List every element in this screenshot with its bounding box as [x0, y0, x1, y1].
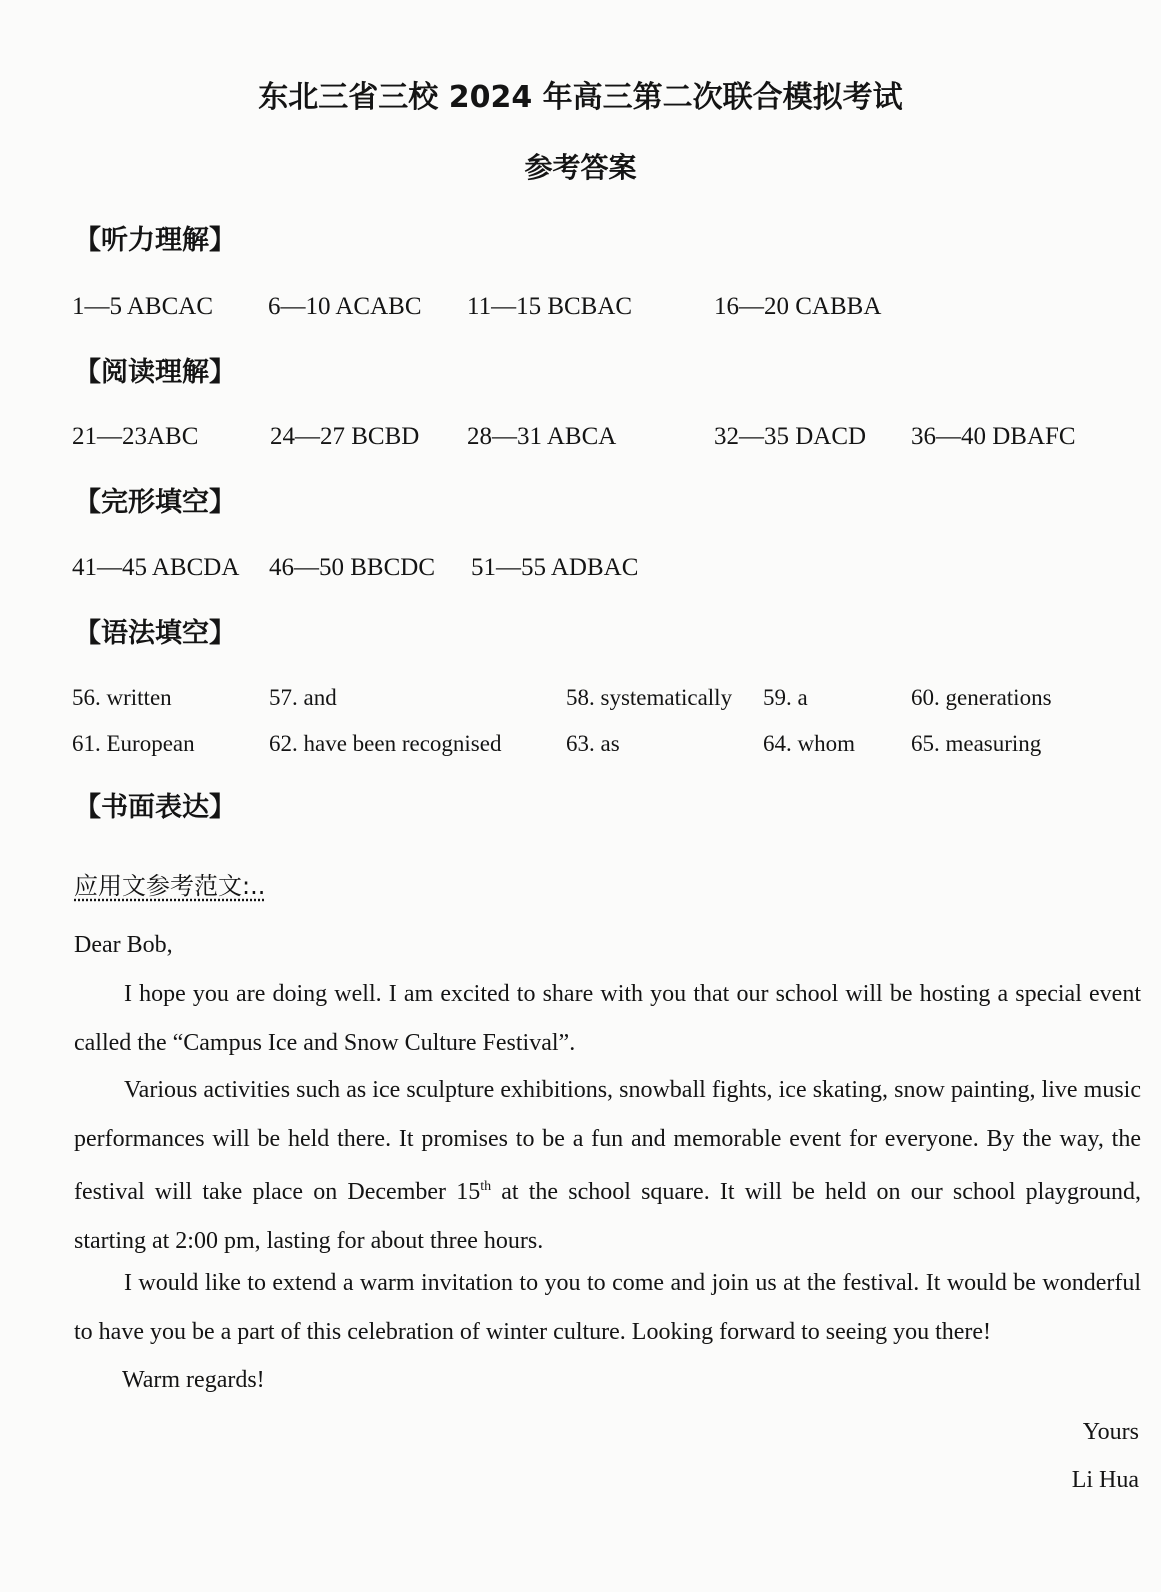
letter-paragraph-2-text-b: at the school square. It will be held on our school playground, starting at 2:00 pm, lasting for about three hours. — [74, 1179, 1141, 1254]
letter-closing: Warm regards! — [122, 1367, 265, 1393]
answer-group: 51—55 ADBAC — [471, 554, 639, 581]
answer-row-grammar-2 — [0, 731, 1161, 761]
sample-essay-label: 应用文参考范文:.. — [74, 872, 266, 900]
answer-row-reading — [0, 423, 1161, 453]
letter-sign-yours: Yours — [1082, 1419, 1139, 1445]
letter-paragraph-1: I hope you are doing well. I am excited to share with you that our school will be hosting a special event called the “Campus Ice and Snow Culture Festival”. — [74, 981, 1141, 1056]
section-heading-listening: 【听力理解】 — [74, 225, 236, 256]
answer-item: 63. as — [566, 731, 620, 756]
answer-item: 57. and — [269, 685, 337, 710]
answer-group: 46—50 BBCDC — [269, 554, 436, 581]
answer-group: 28—31 ABCA — [467, 423, 617, 450]
answer-item: 59. a — [763, 685, 808, 710]
answer-row-listening — [0, 293, 1161, 323]
answer-group: 36—40 DBAFC — [911, 423, 1076, 450]
letter-paragraph-3: I would like to extend a warm invitation to you to come and join us at the festival. It would be wonderful to have you be a part of this celebration of winter culture. Looking forward to seeing you there! — [74, 1270, 1141, 1345]
answer-item: 58. systematically — [566, 685, 733, 710]
answer-item: 61. European — [72, 731, 195, 756]
answer-group: 11—15 BCBAC — [467, 293, 633, 320]
section-heading-writing: 【书面表达】 — [74, 792, 236, 823]
answer-item: 60. generations — [911, 685, 1052, 710]
answer-group: 6—10 ACABC — [268, 293, 422, 320]
letter-paragraph-2-text-a: Various activities such as ice sculpture exhibitions, snowball fights, ice skating, snow painting, live music performances will be held there. It promises to be a fun and memorable event for everyone. By the way, the festival will take place on December 15 — [74, 1077, 1141, 1205]
section-heading-grammar: 【语法填空】 — [74, 618, 236, 649]
answer-row-cloze — [0, 554, 1161, 584]
answer-item: 56. written — [72, 685, 172, 710]
answer-group: 41—45 ABCDA — [72, 554, 240, 581]
answer-item: 64. whom — [763, 731, 855, 756]
page-title: 东北三省三校 2024 年高三第二次联合模拟考试 — [258, 80, 903, 115]
answer-group: 21—23ABC — [72, 423, 199, 450]
answer-group: 24—27 BCBD — [270, 423, 420, 450]
answer-group: 16—20 CABBA — [714, 293, 882, 320]
letter-greeting: Dear Bob, — [74, 932, 173, 958]
answer-item: 65. measuring — [911, 731, 1042, 756]
section-heading-reading: 【阅读理解】 — [74, 357, 236, 388]
date-ordinal-suffix: th — [480, 1179, 492, 1194]
answer-row-grammar-1 — [0, 685, 1161, 715]
answer-item: 62. have been recognised — [269, 731, 502, 756]
page-subtitle: 参考答案 — [524, 151, 637, 184]
letter-sign-name: Li Hua — [1071, 1467, 1139, 1493]
answer-group: 32—35 DACD — [714, 423, 867, 450]
answer-group: 1—5 ABCAC — [72, 293, 214, 320]
section-heading-cloze: 【完形填空】 — [74, 487, 236, 518]
letter-paragraph-2 — [74, 1066, 1141, 1265]
